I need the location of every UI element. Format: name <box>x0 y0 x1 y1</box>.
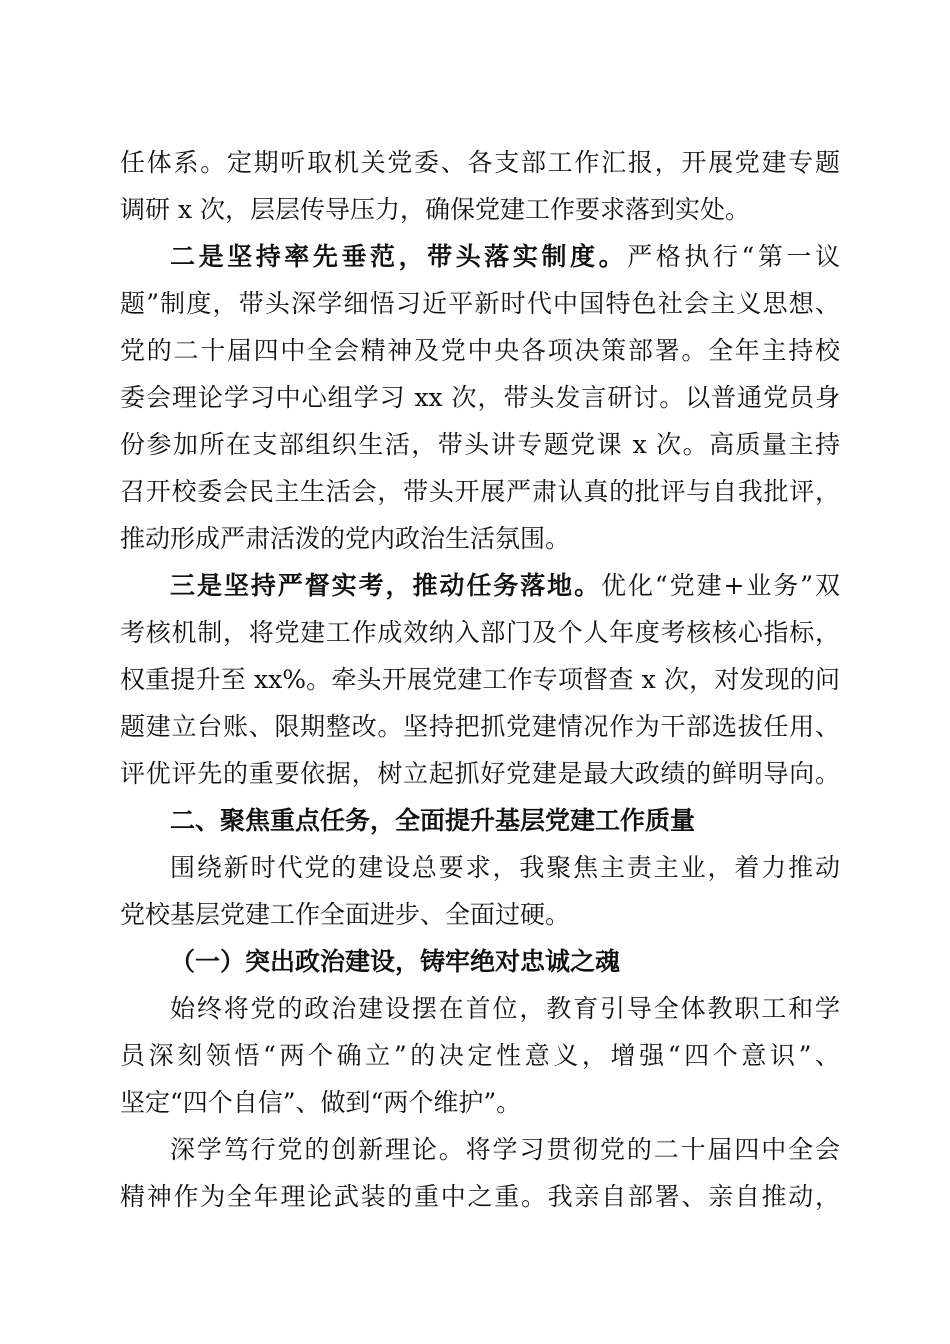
paragraph-line: 题建立台账、限期整改。坚持把抓党建情况作为干部选拔任用、 <box>120 712 840 741</box>
paragraph-line: 召开校委会民主生活会，带头开展严肃认真的批评与自我批评， <box>120 477 840 506</box>
paragraph-line: 党校基层党建工作全面进步、全面过硬。 <box>120 900 571 929</box>
paragraph-line: 调研 x 次，层层传导压力，确保党建工作要求落到实处。 <box>120 195 750 224</box>
paragraph-line <box>170 569 840 603</box>
section-heading: 二、聚焦重点任务，全面提升基层党建工作质量 <box>170 806 696 835</box>
paragraph-text: 严格执行“第一议 <box>627 242 840 271</box>
paragraph-line: 评优评先的重要依据，树立起抓好党建是最大政绩的鲜明导向。 <box>120 759 840 788</box>
paragraph-lead: 二是坚持率先垂范，带头落实制度。 <box>170 242 628 271</box>
paragraph-line: 始终将党的政治建设摆在首位，教育引导全体教职工和学 <box>170 994 840 1023</box>
paragraph-line: 员深刻领悟“两个确立”的决定性意义，增强“四个意识”、 <box>120 1041 840 1070</box>
paragraph-line: 精神作为全年理论武装的重中之重。我亲自部署、亲自推动， <box>120 1182 840 1211</box>
paragraph-line: 份参加所在支部组织生活，带头讲专题党课 x 次。高质量主持 <box>120 430 840 459</box>
paragraph-line: 党的二十届四中全会精神及党中央各项决策部署。全年主持校 <box>120 336 840 365</box>
paragraph-line: 委会理论学习中心组学习 xx 次，带头发言研讨。以普通党员身 <box>120 383 840 412</box>
paragraph-line: 考核机制，将党建工作成效纳入部门及个人年度考核核心指标， <box>120 618 840 647</box>
paragraph-line: 题”制度，带头深学细悟习近平新时代中国特色社会主义思想、 <box>120 289 840 318</box>
paragraph-line <box>170 240 840 274</box>
paragraph-line: 权重提升至 xx%。牵头开展党建工作专项督查 x 次，对发现的问 <box>120 665 840 694</box>
paragraph-text: 优化“党建+业务”双 <box>601 571 840 600</box>
subsection-heading: （一）突出政治建设，铸牢绝对忠诚之魂 <box>170 947 621 976</box>
paragraph-line: 深学笃行党的创新理论。将学习贯彻党的二十届四中全会 <box>170 1135 840 1164</box>
paragraph-line: 坚定“四个自信”、做到“两个维护”。 <box>120 1088 522 1117</box>
paragraph-line: 推动形成严肃活泼的党内政治生活氛围。 <box>120 524 571 553</box>
paragraph-line: 任体系。定期听取机关党委、各支部工作汇报，开展党建专题 <box>120 148 840 177</box>
paragraph-lead: 三是坚持严督实考，推动任务落地。 <box>170 571 602 600</box>
paragraph-line: 围绕新时代党的建设总要求，我聚焦主责主业，着力推动 <box>170 853 840 882</box>
